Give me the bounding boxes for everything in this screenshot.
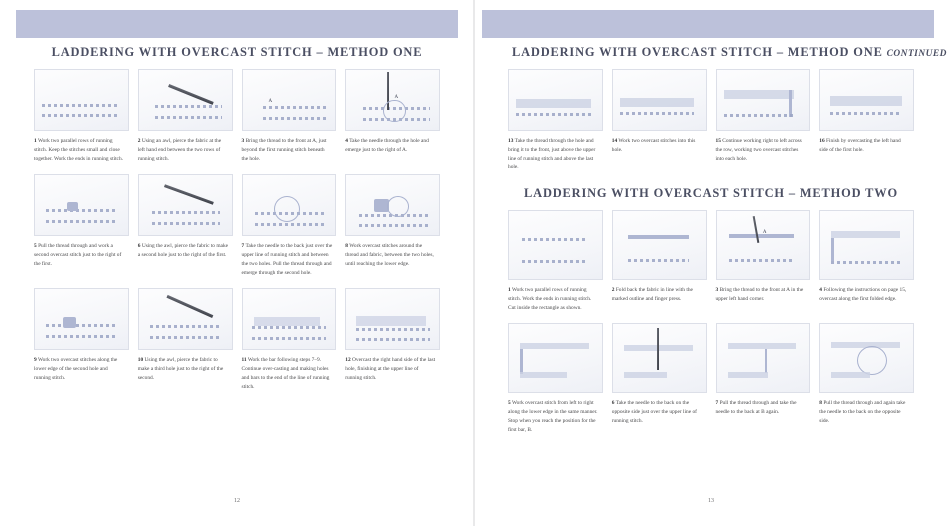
step-cell	[612, 210, 707, 312]
step-cell	[819, 69, 914, 172]
step-photo	[345, 69, 440, 131]
running-stitch-line	[255, 223, 324, 226]
overcast-bar	[63, 317, 76, 328]
step-text: Fold back the fabric in line with the marked outline and finger press.	[611, 287, 693, 302]
step-number: 3	[241, 138, 245, 144]
ladder-bars	[254, 317, 321, 327]
step-text: Bring the thread to the front at A, just beyond the first running stitch beneath the hole.	[241, 138, 327, 162]
step-cell	[508, 69, 603, 172]
right-page-number: 13	[708, 498, 714, 504]
step-photo	[242, 174, 337, 236]
running-stitch-line	[831, 261, 900, 264]
overcast-bar	[789, 90, 792, 116]
step-number: 5	[508, 400, 511, 407]
step-cell	[138, 288, 233, 391]
step-number: 16	[819, 138, 825, 144]
step-number: 7	[715, 400, 719, 407]
step-photo	[138, 288, 233, 350]
step-caption	[345, 137, 440, 155]
step-number: 8	[345, 243, 348, 250]
right-method-two-row-2	[508, 323, 914, 434]
fabric-texture	[717, 211, 810, 279]
running-stitch-line	[46, 335, 116, 338]
step-cell	[508, 323, 603, 434]
step-text: Take the needle to the back just over the upper line of running stitch and between the two holes. Pull the thread through and emerge through the second hole.	[241, 243, 333, 276]
ladder-bar	[765, 349, 767, 372]
left-row-2	[34, 174, 440, 277]
step-caption	[819, 137, 914, 155]
fabric-texture	[139, 175, 232, 235]
running-stitch-line	[252, 326, 326, 329]
step-caption	[345, 242, 440, 268]
running-stitch-line	[522, 260, 587, 263]
step-photo	[242, 288, 337, 350]
running-stitch-line	[150, 325, 220, 328]
step-caption	[138, 137, 233, 163]
overcast-edge	[520, 372, 566, 378]
running-stitch-line	[150, 336, 220, 339]
step-text: Work overcast stitch from left to right along the lower edge in the same manner. Stop when you reach the position for the first bar, B.	[508, 400, 598, 433]
running-stitch-line	[46, 324, 116, 327]
running-stitch-line	[724, 114, 794, 117]
running-stitch-line	[263, 106, 326, 109]
running-stitch-line	[830, 112, 902, 115]
step-text: Using the awl, pierce the fabric to make a third hole just to the right of the second.	[137, 357, 224, 381]
overcast-edge	[624, 372, 667, 378]
step-photo	[242, 69, 337, 131]
step-photo	[138, 174, 233, 236]
overcast-edge	[831, 231, 900, 238]
fabric-texture	[35, 289, 128, 349]
step-caption	[34, 356, 129, 382]
step-caption	[508, 137, 603, 172]
step-number: 8	[819, 400, 822, 407]
step-photo	[345, 174, 440, 236]
step-cell	[508, 210, 603, 312]
step-photo	[716, 69, 811, 131]
step-cell	[138, 174, 233, 277]
step-number: 11	[241, 357, 247, 364]
fabric-texture	[717, 70, 810, 130]
step-text: Using an awl, pierce the fabric at the left hand end between the two rows of running stitch.	[137, 138, 222, 162]
right-page	[474, 0, 948, 526]
right-title-main: LADDERING WITH OVERCAST STITCH – METHOD ONE	[512, 45, 883, 59]
step-caption	[345, 356, 440, 382]
step-caption	[34, 137, 129, 163]
step-text: Work the bar following steps 7–9. Continue over-casting and making holes and bars to the end of the line of running stitch.	[241, 357, 330, 390]
step-text: Overcast the right hand side of the last hole, finishing at the upper line of running stitch.	[345, 357, 436, 381]
left-page-number: 12	[234, 498, 240, 504]
step-number: 14	[611, 138, 618, 144]
running-stitch-line	[155, 105, 222, 108]
step-caption	[819, 286, 914, 304]
fabric-texture	[613, 211, 706, 279]
step-number: 6	[611, 400, 615, 407]
fabric-texture	[717, 324, 810, 392]
point-label-a: A	[268, 98, 273, 104]
thread-loop	[274, 196, 300, 222]
step-caption	[716, 137, 811, 163]
running-stitch-line	[42, 104, 116, 107]
running-stitch-line	[152, 211, 221, 214]
step-caption	[819, 399, 914, 425]
step-caption	[716, 399, 811, 417]
step-cell	[242, 69, 337, 163]
overcast-edge	[831, 372, 870, 378]
right-method-two-row-1	[508, 210, 914, 312]
step-text: Pull the thread through and work a second overcast stitch just to the right of the first.	[34, 243, 122, 267]
step-photo	[612, 69, 707, 131]
running-stitch-line	[359, 224, 428, 227]
thread-loop	[383, 100, 405, 122]
step-cell	[819, 323, 914, 434]
fabric-texture	[243, 70, 336, 130]
point-label-a: A	[394, 95, 399, 101]
step-cell	[345, 288, 440, 391]
ladder-bars	[830, 96, 902, 106]
fabric-texture	[35, 175, 128, 235]
left-page-title: LADDERING WITH OVERCAST STITCH – METHOD ONE	[51, 45, 423, 59]
step-number: 4	[345, 138, 348, 144]
step-number: 6	[137, 243, 141, 250]
step-photo	[716, 323, 811, 393]
step-text: Work overcast stitches around the thread and fabric, between the two holes, until reaching the lower edge.	[345, 243, 434, 267]
step-number: 2	[611, 287, 615, 293]
step-cell	[345, 69, 440, 163]
step-caption	[612, 399, 707, 425]
step-number: 12	[345, 357, 351, 364]
step-number: 15	[715, 138, 721, 144]
step-text: Pull the thread through and again take the needle to the back on the opposite side.	[819, 400, 906, 424]
overcast-edge	[520, 343, 589, 349]
step-photo	[508, 69, 603, 131]
step-text: Bring the thread to the front at A in the upper left hand corner.	[715, 287, 804, 302]
step-photo	[612, 323, 707, 393]
step-caption	[242, 137, 337, 163]
step-cell	[345, 174, 440, 277]
step-caption	[34, 242, 129, 268]
step-text: Work two overcast stitches into this hole.	[611, 138, 696, 153]
running-stitch-line	[516, 113, 590, 116]
step-cell	[34, 288, 129, 391]
needle-tool	[657, 328, 659, 370]
step-cell	[716, 69, 811, 172]
running-stitch-line	[620, 112, 694, 115]
step-photo	[34, 174, 129, 236]
step-text: Continue working right to left across the row, working two overcast stitches into each hole.	[715, 138, 802, 162]
step-photo	[819, 210, 914, 280]
step-caption	[138, 356, 233, 382]
step-caption	[508, 399, 603, 434]
running-stitch-line	[46, 209, 116, 212]
running-stitch-line	[522, 238, 587, 241]
running-stitch-line	[628, 259, 689, 262]
step-cell	[138, 69, 233, 163]
step-text: Take the needle through the hole and emerge just to the right of A.	[345, 138, 429, 153]
fabric-texture	[509, 211, 602, 279]
fold-side	[520, 349, 523, 373]
step-cell	[819, 210, 914, 312]
running-stitch-line	[356, 328, 430, 331]
overcast-edge	[728, 343, 797, 349]
right-title-suffix: CONTINUED	[886, 49, 947, 59]
step-caption	[612, 286, 707, 304]
step-photo	[138, 69, 233, 131]
right-header-band	[482, 10, 934, 38]
step-text: Pull the thread through and take the needle to the back at B again.	[715, 400, 797, 415]
fabric-texture	[509, 324, 602, 392]
folded-edge	[628, 235, 689, 238]
running-stitch-line	[252, 337, 326, 340]
running-stitch-line	[263, 117, 326, 120]
fabric-texture	[139, 70, 232, 130]
step-caption	[138, 242, 233, 260]
step-cell	[34, 69, 129, 163]
step-number: 7	[241, 243, 245, 250]
step-number: 2	[137, 138, 141, 144]
running-stitch-line	[356, 338, 430, 341]
right-page-title-continued	[508, 45, 947, 60]
right-page-title-method-two: LADDERING WITH OVERCAST STITCH – METHOD TWO	[524, 186, 898, 200]
step-photo	[819, 69, 914, 131]
step-number: 1	[34, 138, 37, 144]
step-cell	[34, 174, 129, 277]
fold-side	[831, 238, 834, 261]
step-photo	[34, 69, 129, 131]
ladder-bars	[516, 99, 590, 109]
step-caption	[508, 286, 603, 312]
step-cell	[612, 69, 707, 172]
step-photo	[345, 288, 440, 350]
step-number: 5	[34, 243, 37, 250]
overcast-edge	[728, 372, 769, 378]
step-text: Work two parallel rows of running stitch. Work the ends in running stitch. Cut inside the rectangle as shown.	[508, 287, 592, 311]
step-photo	[508, 323, 603, 393]
step-text: Work two parallel rows of running stitch. Keep the stitches small and close together. Work the ends in running stitch.	[34, 138, 123, 162]
step-cell	[716, 210, 811, 312]
ladder-bars	[724, 90, 794, 98]
step-number: 3	[715, 287, 719, 293]
step-cell	[716, 323, 811, 434]
step-cell	[242, 288, 337, 391]
left-row-1	[34, 69, 440, 163]
fabric-texture	[35, 70, 128, 130]
step-caption	[716, 286, 811, 304]
running-stitch-line	[729, 259, 794, 262]
step-photo	[716, 210, 811, 280]
ladder-bars	[356, 316, 426, 327]
step-text: Following the instructions on page 15, overcast along the first folded edge.	[819, 287, 907, 302]
step-number: 9	[34, 357, 37, 364]
step-text: Using the awl, pierce the fabric to make a second hole just to the right of the first.	[137, 243, 229, 258]
step-caption	[242, 242, 337, 277]
right-row-continued	[508, 69, 914, 172]
step-text: Take the thread through the hole and bring it to the front, just above the upper line of running stitch and above the last hole.	[508, 138, 596, 171]
step-text: Take the needle to the back on the opposite side just over the upper line of running stitch.	[611, 400, 697, 424]
left-row-3	[34, 288, 440, 391]
step-photo	[819, 323, 914, 393]
running-stitch-line	[152, 222, 221, 225]
page-gutter	[473, 0, 475, 526]
step-cell	[612, 323, 707, 434]
running-stitch-line	[46, 220, 116, 223]
ladder-bars	[620, 98, 694, 108]
fabric-texture	[820, 211, 913, 279]
step-number: 1	[508, 287, 511, 293]
fabric-texture	[139, 289, 232, 349]
point-label-a: A	[762, 230, 767, 236]
step-text: Finish by overcasting the left hand side of the first hole.	[819, 138, 901, 153]
step-photo	[34, 288, 129, 350]
step-caption	[242, 356, 337, 391]
left-header-band	[16, 10, 458, 38]
step-number: 4	[819, 287, 822, 293]
step-number: 13	[508, 138, 514, 144]
overcast-bar	[67, 202, 78, 212]
step-cell	[242, 174, 337, 277]
running-stitch-line	[155, 116, 222, 119]
step-number: 10	[137, 357, 144, 364]
thread-loop	[387, 196, 409, 217]
step-text: Work two overcast stitches along the lower edge of the second hole and running stitch.	[34, 357, 118, 381]
running-stitch-line	[42, 114, 116, 117]
step-caption	[612, 137, 707, 155]
step-photo	[612, 210, 707, 280]
step-photo	[508, 210, 603, 280]
